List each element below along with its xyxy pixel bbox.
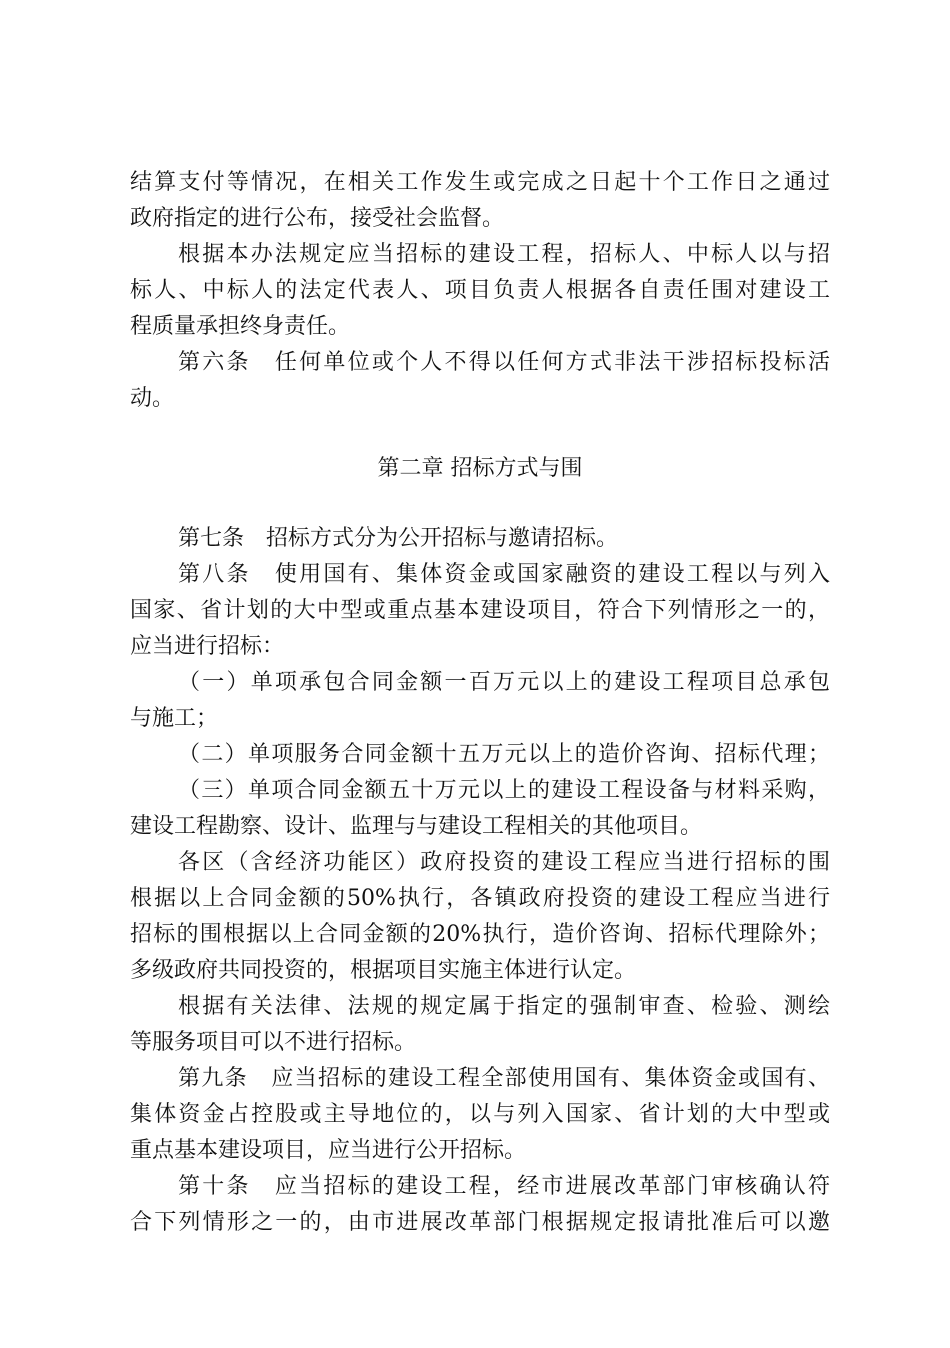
chapter-heading: 第二章 招标方式与围 bbox=[377, 456, 583, 481]
article-9-line: 第九条 应当招标的建设工程全部使用国有、集体资金或国有、 bbox=[178, 1066, 830, 1091]
body-line: 结算支付等情况，在相关工作发生或完成之日起十个工作日之通过 bbox=[130, 170, 830, 195]
body-line: 国家、省计划的大中型或重点基本建设项目，符合下列情形之一的， bbox=[130, 598, 830, 623]
body-line: 合下列情形之一的，由市进展改革部门根据规定报请批准后可以邀 bbox=[130, 1210, 830, 1235]
body-line: 集体资金占控股或主导地位的，以与列入国家、省计划的大中型或 bbox=[130, 1102, 830, 1127]
article-7-line: 第七条 招标方式分为公开招标与邀请招标。 bbox=[178, 526, 619, 551]
document-page bbox=[130, 165, 830, 1241]
article-6-line: 第六条 任何单位或个人不得以任何方式非法干涉招标投标活 bbox=[178, 350, 830, 375]
body-line: 招标的围根据以上合同金额的20%执行，造价咨询、招标代理除外； bbox=[130, 922, 830, 947]
paragraph-first-line: 各区（含经济功能区）政府投资的建设工程应当进行招标的围 bbox=[178, 850, 830, 875]
body-line: 建设工程勘察、设计、监理与与建设工程相关的其他项目。 bbox=[130, 814, 703, 839]
list-item-2-line: （二）单项服务合同金额十五万元以上的造价咨询、招标代理； bbox=[178, 742, 830, 767]
body-line: 标人、中标人的法定代表人、项目负责人根据各自责任围对建设工 bbox=[130, 278, 830, 303]
list-item-3-line: （三）单项合同金额五十万元以上的建设工程设备与材料采购， bbox=[178, 778, 830, 803]
body-line: 程质量承担终身责任。 bbox=[130, 314, 351, 339]
body-line: 与施工； bbox=[130, 706, 219, 731]
body-line: 重点基本建设项目，应当进行公开招标。 bbox=[130, 1138, 527, 1163]
body-line: 政府指定的进行公布，接受社会监督。 bbox=[130, 206, 505, 231]
article-8-line: 第八条 使用国有、集体资金或国家融资的建设工程以与列入 bbox=[178, 562, 830, 587]
article-10-line: 第十条 应当招标的建设工程，经市进展改革部门审核确认符 bbox=[178, 1174, 830, 1199]
body-line: 动。 bbox=[130, 386, 175, 411]
body-line: 等服务项目可以不进行招标。 bbox=[130, 1030, 417, 1055]
paragraph-first-line: 根据有关法律、法规的规定属于指定的强制审查、检验、测绘 bbox=[178, 994, 830, 1019]
body-line: 根据以上合同金额的50%执行，各镇政府投资的建设工程应当进行 bbox=[130, 886, 830, 911]
body-line: 应当进行招标： bbox=[130, 634, 285, 659]
list-item-1-line: （一）单项承包合同金额一百万元以上的建设工程项目总承包 bbox=[178, 670, 830, 695]
body-line: 多级政府共同投资的，根据项目实施主体进行认定。 bbox=[130, 958, 637, 983]
paragraph-first-line: 根据本办法规定应当招标的建设工程，招标人、中标人以与招 bbox=[178, 242, 830, 267]
